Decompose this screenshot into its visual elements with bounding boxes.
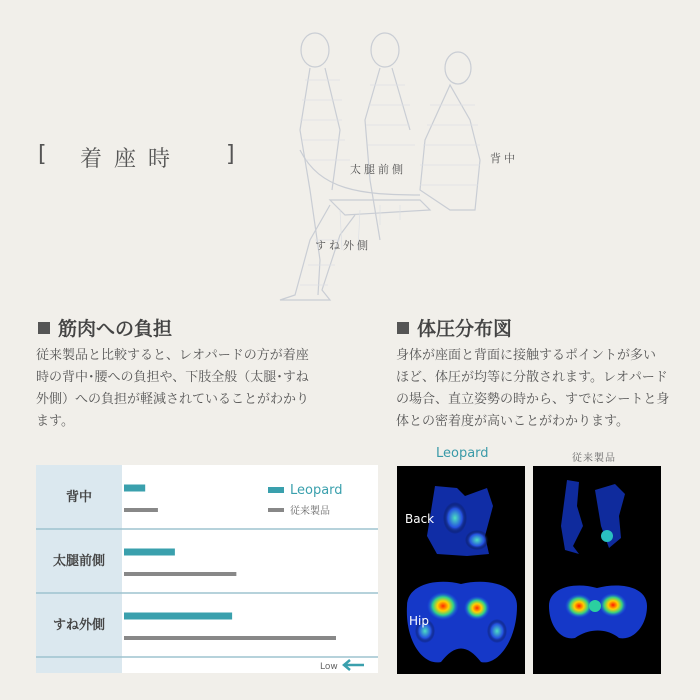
pressure-body: [396, 345, 686, 433]
heatmap-conventional-image: [533, 466, 661, 674]
bar-leopard: [124, 613, 232, 620]
label-back: 背中: [490, 152, 518, 165]
pressure-body-line: ほど、体圧が均等に分散されます。レオパード: [396, 370, 668, 385]
heatmap-tag-hip: Hip: [409, 614, 429, 628]
pressure-heading: [397, 314, 512, 341]
muscle-load-chart: [36, 465, 378, 673]
heatmap-label-conventional: 従来製品: [572, 453, 616, 464]
muscle-body-line: 外側）への負担が軽減されていることがわかり: [36, 392, 310, 407]
legend-swatch: [268, 508, 284, 512]
category-label: 太腿前側: [52, 554, 106, 569]
pressure-body-line: 身体が座面と背面に接触するポイントが多い: [396, 348, 657, 363]
muscle-body: [36, 345, 376, 433]
bar-conventional: [124, 636, 336, 640]
square-bullet-icon: [38, 322, 50, 334]
label-thigh: 太腿前側: [350, 163, 406, 176]
heatmap-conventional: [533, 466, 661, 674]
muscle-body-line: ます。: [36, 414, 74, 429]
label-shin: すね外側: [315, 239, 371, 252]
legend-label: 従来製品: [290, 506, 330, 517]
heatmap-leopard: [397, 466, 525, 674]
bar-leopard: [124, 549, 175, 556]
title-bracket-close: ]: [226, 142, 235, 167]
page-title: 着座時: [80, 147, 183, 172]
bar-chart-svg: [36, 465, 378, 673]
pressure-heading-text: 体圧分布図: [417, 318, 513, 340]
legend-swatch: [268, 487, 284, 493]
heatmap-tag-back: Back: [405, 512, 435, 526]
square-bullet-icon: [397, 322, 409, 334]
category-label: 背中: [65, 490, 93, 505]
category-label: すね外側: [52, 618, 106, 633]
bar-conventional: [124, 572, 236, 576]
muscle-heading-text: 筋肉への負担: [58, 318, 173, 340]
heatmap-leopard-image: [397, 466, 525, 674]
arrow-left-icon: [344, 660, 364, 670]
pressure-body-line: の場合、直立姿勢の時から、すでにシートと身: [396, 392, 670, 407]
title-bracket-open: [: [38, 142, 47, 167]
bar-leopard: [124, 485, 145, 492]
pressure-body-line: 体との密着度が高いことがわかります。: [396, 414, 629, 429]
muscle-heading: [38, 314, 172, 341]
axis-note-low: Low: [320, 662, 338, 672]
legend-label: Leopard: [290, 483, 343, 498]
muscle-body-line: 従来製品と比較すると、レオパードの方が着座: [36, 348, 309, 363]
heatmap-label-leopard: Leopard: [436, 446, 489, 461]
muscle-body-line: 時の背中･腰への負担や、下肢全般（太腿･すね: [36, 370, 309, 385]
bar-conventional: [124, 508, 158, 512]
